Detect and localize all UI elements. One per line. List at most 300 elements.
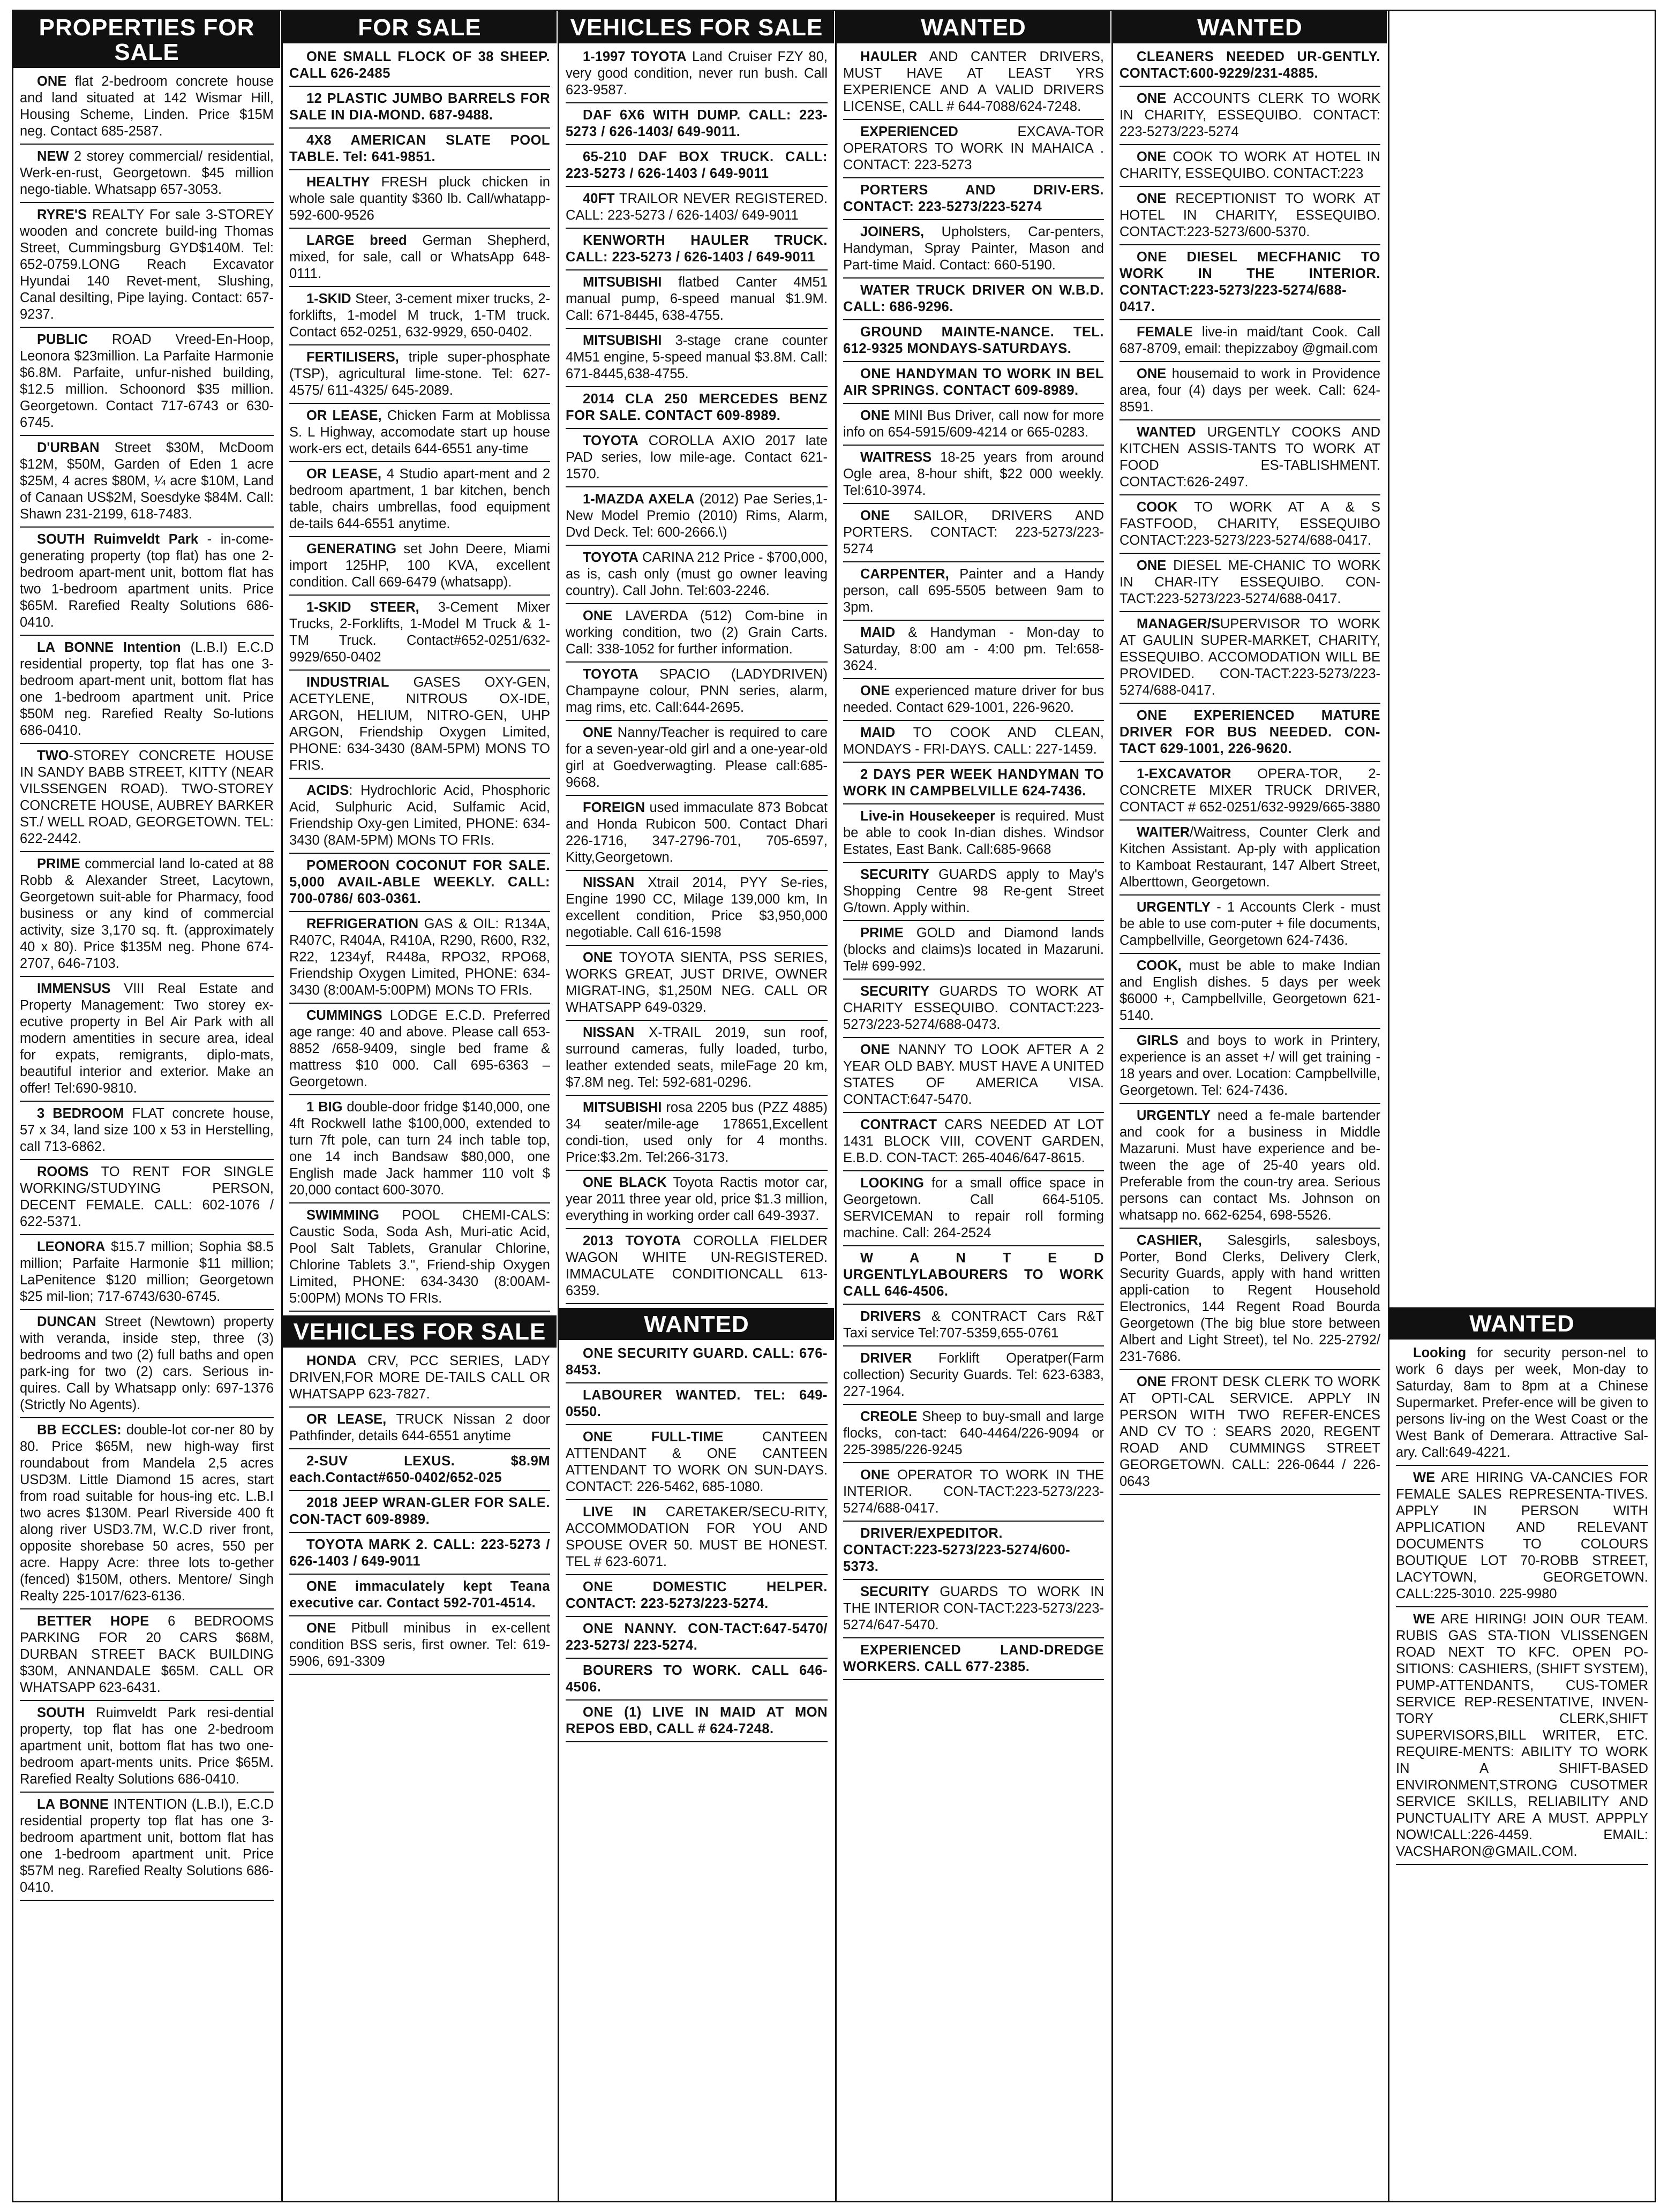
- ad-lead: 2014 CLA 250 MERCEDES BENZ FOR SALE. CONTACT 609-8989.: [566, 392, 828, 423]
- classified-ad: [1119, 1232, 1380, 1370]
- classified-ad: [20, 1613, 274, 1701]
- ad-lead: IMMENSUS: [37, 981, 111, 996]
- ad-lead: URGENTLY: [1137, 1108, 1211, 1123]
- ad-text: FRONT DESK CLERK TO WORK AT OPTI-CAL SERVICE. APPLY IN PERSON WITH TWO REFER-ENCES AND CV TO : SEARS 2020, REGENT ROAD AND CUMMINGS STREET GEORGETOWN. CALL: 226-0644 / 226-0643: [1119, 1374, 1380, 1489]
- ad-text: COOK TO WORK AT HOTEL IN CHARITY, ESSEQUIBO. CONTACT:223: [1119, 149, 1380, 181]
- ad-text: Nanny/Teacher is required to care for a seven-year-old girl and a one-year-old girl at Goedverwagting. Please call:685-9668.: [566, 725, 828, 790]
- classified-ad: [843, 508, 1104, 562]
- ad-lead: ONE HANDYMAN TO WORK IN BEL AIR SPRINGS. CONTACT 609-8989.: [843, 366, 1104, 398]
- classified-ad: [1119, 424, 1380, 495]
- classified-ad: [566, 232, 828, 270]
- ad-lead: POMEROON COCONUT FOR SALE. 5,000 AVAIL-ABLE WEEKLY. CALL: 700-0786/ 603-0361.: [289, 858, 550, 906]
- ad-text: LODGE E.C.D. Preferred age range: 40 and above. Please call 653-8852 /658-9409, single bed frame & mattress $10 000. Call 695-6363 – Georgetown.: [289, 1008, 550, 1089]
- ad-text: Pitbull minibus in ex-cellent condition BSS seris, first owner. Tel: 619-5906, 691-3309: [289, 1621, 550, 1669]
- classified-ad: [289, 783, 550, 854]
- ad-text: EXCAVA-TOR OPERATORS TO WORK IN MAHAICA . CONTACT: 223-5273: [843, 124, 1104, 172]
- ad-lead: WE: [1413, 1612, 1436, 1627]
- classified-ad: [566, 1429, 828, 1500]
- ad-lead: OR LEASE,: [306, 1412, 387, 1427]
- ad-lead: PUBLIC: [37, 332, 88, 347]
- ad-text: TO WORK AT A & S FASTFOOD, CHARITY, ESSEQUIBO CONTACT:223-5273/223-5274/688-0417.: [1119, 500, 1380, 548]
- classified-ad: [20, 1796, 274, 1901]
- ad-lead: ONE DIESEL MECFHANIC TO WORK IN THE INTERIOR. CONTACT:223-5273/223-5274/688-0417.: [1119, 250, 1380, 314]
- ad-lead: PORTERS AND DRIV-ERS. CONTACT: 223-5273/223-5274: [843, 183, 1104, 214]
- ad-text: X-TRAIL 2019, sun roof, surround cameras, fully loaded, turbo, leather extended seats, mileFage 20 km, $7.8M neg. Tel: 592-681-0296.: [566, 1025, 828, 1090]
- ad-lead: PRIME: [37, 856, 80, 871]
- classified-ad: [843, 766, 1104, 804]
- ad-lead: HAULER: [860, 49, 918, 64]
- classified-ad: [843, 725, 1104, 763]
- ad-text: FRESH pluck chicken in whole sale quantity $360 lb. Call/whatapp- 592-600-9526: [289, 175, 550, 223]
- ad-text: 4 Studio apart-ment and 2 bedroom apartment, 1 bar kitchen, bench table, chairs umbrellas, food equipment de-tails 644-6551 anytime.: [289, 467, 550, 531]
- classified-ad: [566, 725, 828, 796]
- classified-ad: [20, 207, 274, 328]
- classified-ad: [843, 408, 1104, 446]
- ad-lead: ONE EXPERIENCED MATURE DRIVER FOR BUS NEEDED. CON-TACT 629-1001, 226-9620.: [1119, 708, 1380, 756]
- ad-list: [559, 49, 834, 1304]
- ad-text: RECEPTIONIST TO WORK AT HOTEL IN CHARITY, ESSEQUIBO. CONTACT:223-5273/600-5370.: [1119, 191, 1380, 239]
- classified-ad: [843, 1117, 1104, 1171]
- ad-lead: 4X8 AMERICAN SLATE POOL TABLE. Tel: 641-9851.: [289, 133, 550, 164]
- classified-ad: [1396, 1345, 1648, 1466]
- classified-ad: [1119, 616, 1380, 704]
- ad-text: set John Deere, Miami import 125HP, 100 KVA, excellent condition. Call 669-6479 (whatsapp).: [289, 541, 550, 590]
- ad-text: Steer, 3-cement mixer trucks, 2-forklifts, 1-model M truck, 1-TM truck. Contact 652-0251, 632-9929, 650-0402.: [289, 291, 550, 340]
- ad-lead: TOYOTA MARK 2. CALL: 223-5273 / 626-1403 / 649-9011: [289, 1537, 550, 1569]
- ad-lead: SECURITY: [860, 867, 929, 882]
- ad-lead: DAF 6X6 WITH DUMP. CALL: 223-5273 / 626-1403/ 649-9011.: [566, 108, 828, 139]
- ad-text: 3-stage crane counter 4M51 engine, 5-speed manual $3.8M. Call: 671-8445,638-4755.: [566, 333, 828, 381]
- ad-lead: 1-MAZDA AXELA: [583, 492, 695, 507]
- ad-lead: 3 BEDROOM: [37, 1106, 124, 1121]
- ad-text: 3-Cement Mixer Trucks, 2-Forklifts, 1-Model M Truck & 1-TM Truck. Contact#652-0251/632-9929/650-0402: [289, 600, 550, 665]
- classified-ad: [1119, 499, 1380, 554]
- classified-ad: [843, 1409, 1104, 1463]
- ad-lead: ROOMS: [37, 1164, 89, 1179]
- ad-lead: WE: [1413, 1470, 1436, 1485]
- ad-text: TRUCK Nissan 2 door Pathfinder, details 644-6551 anytime: [289, 1412, 551, 1443]
- classified-ad: [289, 1537, 550, 1575]
- ad-lead: ONE: [1137, 149, 1167, 164]
- classified-ad: [566, 49, 828, 103]
- ad-text: 18-25 years from around Ogle area, 8-hour shift, $22 000 weekly. Tel:610-3974.: [843, 450, 1104, 498]
- classified-ad: [843, 224, 1104, 279]
- classified-ad: [566, 1100, 828, 1171]
- classified-ad: [20, 856, 274, 977]
- ad-text: CARETAKER/SECU-RITY, ACCOMMODATION FOR YOU AND SPOUSE OVER 50. MUST BE HONEST. TEL # 623-6071.: [566, 1504, 828, 1569]
- ad-text: 6 BEDROOMS PARKING FOR 20 CARS $68M, DURBAN STREET BACK BUILDING $30M, ANNANDALE $65M. CALL OR WHATSAPP 623-6431.: [20, 1614, 274, 1695]
- ad-lead: ONE SMALL FLOCK OF 38 SHEEP. CALL 626-2485: [289, 49, 550, 81]
- ad-text: commercial land lo-cated at 88 Robb & Alexander Street, Lacytown, Georgetown suit-able for Pharmacy, food business or any kind of commercial activity, size 3,170 sq. ft. (approximately 40 x 80). Price $135M neg. Phone 674-2707, 646-7103.: [20, 856, 274, 971]
- classified-ad: [20, 1239, 274, 1310]
- ad-lead: NISSAN: [583, 875, 635, 890]
- ad-text: COROLLA FIELDER WAGON WHITE UN-REGISTERED. IMMACULATE CONDITIONCALL 613-6359.: [566, 1233, 828, 1298]
- ad-lead: SECURITY: [860, 984, 929, 999]
- classified-ad: [566, 433, 828, 487]
- classified-ad: [20, 981, 274, 1102]
- ad-lead: ONE SECURITY GUARD. CALL: 676-8453.: [566, 1346, 828, 1378]
- classified-ad: [289, 349, 550, 404]
- ad-text: flatbed Canter 4M51 manual pump, 6-speed manual $1.9M. Call: 671-8445, 638-4755.: [566, 275, 828, 323]
- ad-lead: TOYOTA: [583, 667, 638, 682]
- classified-ad: [843, 1350, 1104, 1405]
- ad-lead: HEALTHY: [306, 175, 370, 190]
- ad-lead: SOUTH: [37, 1705, 85, 1720]
- classified-ad: [1119, 899, 1380, 954]
- ad-lead: 65-210 DAF BOX TRUCK. CALL: 223-5273 / 626-1403 / 649-9011: [566, 149, 828, 181]
- ad-lead: ONE: [1137, 91, 1167, 106]
- ad-text: Street (Newtown) property with veranda, inside step, three (3) bedrooms and two (2) full baths and open park-ing for two (2) cars. Serious in-quires. Call by Whatsapp only: 697-1376 (Strictly No Agents).: [20, 1314, 274, 1412]
- ad-lead: GROUND MAINTE-NANCE. TEL. 612-9325 MONDAYS-SATURDAYS.: [843, 325, 1104, 356]
- ad-lead: 2013 TOYOTA: [583, 1233, 681, 1248]
- ad-lead: DRIVERS: [860, 1309, 921, 1324]
- ad-lead: ONE: [860, 508, 890, 523]
- ad-lead: ONE NANNY. CON-TACT:647-5470/ 223-5273/ 223-5274.: [566, 1621, 828, 1653]
- ad-lead: PRIME: [860, 926, 904, 941]
- classified-ad: [843, 1525, 1104, 1580]
- classified-ad: [566, 1504, 828, 1575]
- ad-lead: ONE: [860, 1042, 890, 1057]
- classified-ad: [20, 1314, 274, 1418]
- ad-lead: W A N T E D URGENTLYLABOURERS TO WORK CALL 646-4506.: [843, 1251, 1104, 1299]
- ad-lead: ONE: [1137, 366, 1167, 381]
- ad-list: [1113, 49, 1387, 1495]
- classified-ad: [1119, 824, 1380, 896]
- ad-text: (2012) Pae Series,1- New Model Premio (2010) Rims, Alarm, Dvd Deck. Tel: 600-2666.\): [566, 492, 828, 540]
- classified-ad: [566, 274, 828, 329]
- ad-text: URGENTLY COOKS AND KITCHEN ASSIS-TANTS TO WORK AT FOOD ES-TABLISHMENT. CONTACT:626-2497.: [1119, 425, 1380, 490]
- classified-ad: [566, 950, 828, 1021]
- ad-text: housemaid to work in Providence area, four (4) days per week. Call: 624-8591.: [1119, 366, 1380, 415]
- classified-ad: [1119, 958, 1380, 1029]
- ad-lead: COOK,: [1137, 958, 1182, 973]
- classified-ad: [289, 674, 550, 779]
- ad-text: -STOREY CONCRETE HOUSE IN SANDY BABB STREET, KITTY (NEAR VILSSENGEN ROAD). TWO-STOREY CONCRETE HOUSE, AUBREY BARKER ST./ WELL ROAD, GEORGETOWN. TEL: 622-2442.: [20, 748, 274, 846]
- classified-ad: [843, 1308, 1104, 1346]
- ad-lead: ONE: [860, 683, 890, 698]
- classified-ad: [843, 1467, 1104, 1522]
- ad-lead: RYRE'S: [37, 207, 87, 222]
- ad-text: German Shepherd, mixed, for sale, call or WhatsApp 648-0111.: [289, 233, 550, 281]
- classified-ad: [1119, 249, 1380, 320]
- ad-text: OPERATOR TO WORK IN THE INTERIOR. CON-TACT:223-5273/223-5274/688-0417.: [843, 1468, 1104, 1516]
- column-for-sale: [283, 11, 557, 2201]
- ad-lead: INDUSTRIAL: [306, 675, 389, 690]
- column-wanted-2: [1113, 11, 1387, 2201]
- classified-ad: [289, 1620, 550, 1675]
- ad-text: $15.7 million; Sophia $8.5 million; Parfaite Harmonie $11 million; LaPenitence $120 million; Georgetown $25 mil-lion; 717-6743/630-6745.: [20, 1239, 274, 1304]
- classified-ad: [566, 1175, 828, 1229]
- ad-text: Chicken Farm at Moblissa S. L Highway, accomodate start up house work-ers ect, details 644-6551 any-time: [289, 408, 551, 456]
- ad-list: [1389, 1345, 1655, 1865]
- ad-lead: MANAGER/S: [1137, 616, 1220, 631]
- ad-lead: LA BONNE Intention: [37, 640, 181, 655]
- ad-text: Salesgirls, salesboys, Porter, Bond Clerks, Delivery Clerk, Security Guards, apply with hand written appli-cation to Regent Household Electronics, 144 Regent Road Bourda Georgetown (The big blue store between Albert and Light Street), tel No. 225-2792/ 231-7686.: [1119, 1233, 1380, 1364]
- ad-text: flat 2-bedroom concrete house and land situated at 142 Wismar Hill, Housing Scheme, Linden. Price $15M neg. Contact 685-2587.: [20, 74, 274, 139]
- classified-ad: [20, 748, 274, 852]
- classified-ad: [566, 1704, 828, 1742]
- classified-ad: [566, 1579, 828, 1617]
- ad-lead: ONE: [1137, 191, 1167, 206]
- classified-ad: [566, 107, 828, 145]
- ad-lead: SECURITY: [860, 1584, 929, 1599]
- classified-ad: [289, 174, 550, 229]
- classified-ad: [566, 1233, 828, 1304]
- classified-ad: [843, 449, 1104, 504]
- ad-lead: MAID: [860, 625, 896, 640]
- classified-ad: [566, 491, 828, 546]
- ad-lead: BOURERS TO WORK. CALL 646-4506.: [566, 1663, 828, 1695]
- ad-lead: CLEANERS NEEDED UR-GENTLY. CONTACT:600-9229/231-4885.: [1119, 49, 1380, 81]
- ad-lead: ONE: [583, 950, 613, 965]
- ad-lead: ONE immaculately kept Teana executive car. Contact 592-701-4514.: [289, 1579, 550, 1611]
- ad-lead: ONE: [1137, 1374, 1167, 1389]
- column-properties: [13, 11, 280, 2201]
- ad-lead: NISSAN: [583, 1025, 635, 1040]
- classified-ad: [289, 1453, 550, 1491]
- ad-text: CARS NEEDED AT LOT 1431 BLOCK VIII, COVENT GARDEN, E.B.D. CON-TACT: 265-4046/647-8615.: [843, 1117, 1104, 1165]
- classified-ad: [1119, 324, 1380, 362]
- classified-ad: [289, 541, 550, 596]
- ad-text: Land Cruiser FZY 80, very good condition, never run bush. Call 623-9587.: [566, 49, 828, 97]
- ad-text: GUARDS TO WORK IN THE INTERIOR CON-TACT:223-5273/223-5274/647-5470.: [843, 1584, 1104, 1632]
- ad-text: experienced mature driver for bus needed. Contact 629-1001, 226-9620.: [843, 683, 1104, 715]
- classified-ad: [289, 291, 550, 345]
- ad-text: 2 storey commercial/ residential, Werk-en-rust, Georgetown. $45 million nego-tiable. Whatsapp 657-3053.: [20, 149, 274, 197]
- ad-text: COROLLA AXIO 2017 late PAD series, low mile-age. Contact 621-1570.: [566, 433, 828, 481]
- classified-ad: [20, 1422, 274, 1609]
- classified-ad: [20, 639, 274, 744]
- ad-lead: CONTRACT: [860, 1117, 937, 1132]
- ad-text: UPERVISOR TO WORK AT GAULIN SUPER-MARKET, CHARITY, ESSEQUIBO. ACCOMODATION WILL BE PROVIDED. CON-TACT:223-5273/223-5274/688-0417.: [1119, 616, 1380, 698]
- ad-lead: LA BONNE: [37, 1797, 109, 1812]
- ad-lead: LIVE IN: [583, 1504, 647, 1519]
- classified-ad: [566, 391, 828, 429]
- classified-ad: [843, 324, 1104, 362]
- ad-text: Toyota Ractis motor car, year 2011 three year old, price $1.3 million, everything in working order call 649-3937.: [566, 1175, 828, 1223]
- ad-lead: WATER TRUCK DRIVER ON W.B.D. CALL: 686-9296.: [843, 283, 1104, 314]
- ad-text: and boys to work in Printery, experience is an asset +/ will get training - 18 years and over. Location: Campbellville, Georgetown. Tel: 624-7436.: [1119, 1033, 1380, 1098]
- ad-lead: CASHIER,: [1137, 1233, 1202, 1248]
- ad-lead: CARPENTER,: [860, 567, 949, 582]
- ad-lead: FERTILISERS,: [306, 350, 399, 365]
- ad-lead: ONE: [306, 1621, 336, 1636]
- ad-lead: 1 BIG: [306, 1100, 343, 1115]
- ad-lead: 2 DAYS PER WEEK HANDYMAN TO WORK IN CAMPBELVILLE 624-7436.: [843, 767, 1104, 799]
- classified-ad: [1119, 191, 1380, 245]
- ad-lead: EXPERIENCED: [860, 124, 958, 139]
- classified-ad: [566, 1025, 828, 1096]
- section-header: WANTED: [1389, 1307, 1655, 1340]
- ad-lead: LOOKING: [860, 1176, 924, 1191]
- ad-list: [559, 1345, 834, 1742]
- classified-ad: [843, 566, 1104, 621]
- ad-text: LAVERDA (512) Com-bine in working condition, two (2) Grain Carts. Call: 338-1052 for further information.: [566, 608, 828, 657]
- classified-ad: [566, 333, 828, 387]
- ad-lead: CUMMINGS: [306, 1008, 382, 1023]
- classified-ad: [289, 857, 550, 912]
- ad-lead: OR LEASE,: [306, 408, 382, 423]
- ad-lead: ONE: [860, 1468, 890, 1483]
- ad-lead: FEMALE: [1137, 325, 1193, 340]
- ad-list: [283, 1353, 557, 1675]
- ad-text: VIII Real Estate and Property Management: Two storey ex-ecutive property in Bel Air Park with all modern amentities in secure area, ideal for expats, remigrants, diplo-mats, beautiful interior and exterior. Make an offer! Tel:690-9810.: [20, 981, 274, 1096]
- classified-ad: [1119, 91, 1380, 145]
- classified-ad: [843, 808, 1104, 863]
- ad-lead: WAITRESS: [860, 450, 932, 465]
- classified-ad: [289, 599, 550, 671]
- ad-lead: ONE BLACK: [583, 1175, 667, 1190]
- classified-ad: [843, 366, 1104, 404]
- classified-ad: [1119, 558, 1380, 612]
- ad-text: for security person-nel to work 6 days per week, Mon-day to Saturday, 8am to 8pm at a Chinese Supermarket. Prefer-ence will be given to persons liv-ing on the West Coast or the West Bank of Demerara. Attractive Sal-ary. Call:649-4221.: [1396, 1345, 1648, 1460]
- ad-text: OPERA-TOR, 2- CONCRETE MIXER TRUCK DRIVER, CONTACT # 652-0251/632-9929/665-3880: [1119, 766, 1380, 815]
- classified-ad: [566, 666, 828, 721]
- classified-ad: [20, 1164, 274, 1235]
- ad-text: is required. Must be able to cook In-dian dishes. Windsor Estates, East Bank. Call:685-9668: [843, 809, 1104, 857]
- ad-text: TO COOK AND CLEAN, MONDAYS - FRI-DAYS. CALL: 227-1459.: [843, 725, 1104, 757]
- ad-text: - 1 Accounts Clerk - must be able to use com-puter + file documents, Campbellville, Georgetown 624-7436.: [1119, 900, 1380, 948]
- ad-text: GASES OXY-GEN, ACETYLENE, NITROUS OX-IDE, ARGON, HELIUM, NITRO-GEN, UHP ARGON, Friendship Oxygen Limited, PHONE: 634-3430 (8AM-5PM) MONS TO FRIS.: [289, 675, 550, 773]
- ad-text: for a small office space in Georgetown. Call 664-5105. SERVICEMAN to repair roll forming machine. Call: 264-2524: [843, 1176, 1104, 1240]
- ad-list: [837, 49, 1110, 1680]
- section-header: WANTED: [1113, 11, 1387, 43]
- ad-lead: 12 PLASTIC JUMBO BARRELS FOR SALE IN DIA-MOND. 687-9488.: [289, 91, 550, 123]
- ad-lead: 1-SKID: [306, 291, 351, 306]
- ad-lead: DRIVER: [860, 1351, 912, 1366]
- ad-text: used immaculate 873 Bobcat and Honda Rubicon 500. Contact Dhari 226-1716, 347-2796-701, 705-6597, Kitty,Georgetown.: [566, 800, 828, 865]
- classified-ad: [289, 466, 550, 537]
- classified-ad: [1119, 366, 1380, 420]
- ad-lead: MAID: [860, 725, 896, 740]
- ad-text: TRAILOR NEVER REGISTERED. CALL: 223-5273 / 626-1403/ 649-9011: [566, 191, 828, 223]
- classified-ad: [566, 1662, 828, 1701]
- ad-lead: LEONORA: [37, 1239, 106, 1254]
- ad-lead: TOYOTA: [583, 550, 638, 565]
- classified-ad: [20, 531, 274, 636]
- classified-ad: [843, 49, 1104, 120]
- classified-ad: [20, 148, 274, 203]
- classified-ad: [289, 1099, 550, 1203]
- ad-lead: NEW: [37, 149, 69, 164]
- ad-text: AND CANTER DRIVERS, MUST HAVE AT LEAST YRS EXPERIENCE AND A VALID DRIVERS LICENSE, CALL # 644-7088/624-7248.: [843, 49, 1104, 114]
- ad-text: - in-come-generating property (top flat) has one 2-bedroom apart-ment unit, bottom flat has two 1-bedroom apartment units. Price $65M. Rarefied Realty Solutions 686-0410.: [20, 532, 274, 630]
- ad-lead: MITSUBISHI: [583, 333, 662, 348]
- ad-lead: REFRIGERATION: [306, 916, 419, 931]
- classified-ad: [289, 132, 550, 170]
- ad-lead: ONE: [1137, 558, 1167, 573]
- column-wanted-3: [1389, 1307, 1655, 2201]
- ad-text: (L.B.I) E.C.D residential property, top flat has one 3-bedroom apart-ment unit, bottom flat has one 1-bedroom apartment unit. Price $50M neg. Rarefied Realty So-lutions 686-0410.: [20, 640, 274, 738]
- ad-text: GUARDS TO WORK AT CHARITY ESSEQUIBO. CONTACT:223-5273/223-5274/688-0473.: [843, 984, 1104, 1032]
- ad-text: ARE HIRING VA-CANCIES FOR FEMALE SALES REPRESENTA-TIVES. APPLY IN PERSON WITH APPLICATION AND RELEVANT DOCUMENTS TO COLOURS BOUTIQUE LOT 70-ROBB STREET, LACYTOWN, GEORGETOWN. CALL:225-3010. 225-9980: [1396, 1470, 1648, 1601]
- ad-lead: BB ECCLES:: [37, 1423, 122, 1438]
- classified-ad: [289, 91, 550, 129]
- ad-lead: ONE: [37, 74, 67, 89]
- ad-lead: ONE: [583, 725, 613, 740]
- ad-text: & CONTRACT Cars R&T Taxi service Tel:707-5359,655-0761: [843, 1309, 1104, 1341]
- ad-lead: 1-SKID STEER,: [306, 600, 419, 615]
- classified-ad: [566, 800, 828, 871]
- ad-lead: WANTED: [1137, 425, 1196, 440]
- classified-ad: [1119, 708, 1380, 762]
- ad-text: ROAD Vreed-En-Hoop, Leonora $23million. La Parfaite Harmonie $6.8M. Parfaite, unfur-nished building, $12.5 million. Schoonord $35 million. Georgetown. Contact 717-6743 or 630-6745.: [20, 332, 274, 430]
- classified-ad: [289, 408, 550, 462]
- ad-text: Xtrail 2014, PYY Se-ries, Engine 1990 CC, Milage 139,000 km, In excellent condition, Price $3,950,000 negotiable. Call 616-1598: [566, 875, 828, 940]
- classified-ad: [843, 867, 1104, 921]
- section-header: WANTED: [559, 1308, 834, 1340]
- classified-ad: [843, 282, 1104, 320]
- ad-lead: TWO: [37, 748, 69, 763]
- section-header: VEHICLES FOR SALE: [283, 1315, 557, 1348]
- classified-ad: [20, 1105, 274, 1160]
- classified-ad: [843, 1250, 1104, 1305]
- ad-text: GOLD and Diamond lands (blocks and claims)s located in Mazaruni. Tel# 699-992.: [843, 926, 1104, 974]
- ad-text: POOL CHEMI-CALS: Caustic Soda, Soda Ash, Muri-atic Acid, Pool Salt Tablets, Granular Chlorine, Chlorine Tablets 3.", Friend-ship Oxygen Limited, PHONE: 634-3430 (8:00AM-5:00PM) MONs TO FRIs.: [289, 1208, 550, 1306]
- classified-ad: [20, 332, 274, 436]
- ad-text: Painter and a Handy person, call 695-5505 between 9am to 3pm.: [843, 567, 1104, 615]
- ad-lead: GENERATING: [306, 541, 397, 556]
- classified-ad: [566, 608, 828, 663]
- classified-ad: [1119, 766, 1380, 821]
- ad-text: FLAT concrete house, 57 x 34, land size 100 x 53 in Herstelling, call 713-6862.: [20, 1106, 274, 1154]
- ad-lead: ONE: [860, 408, 890, 423]
- ad-text: triple super-phosphate (TSP), agricultural lime-stone. Tel: 627-4575/ 611-4325/ 645-2089.: [289, 350, 550, 398]
- ad-text: Forklift Operatper(Farm collection) Security Guards. Tel: 623-6383, 227-1964.: [843, 1351, 1104, 1399]
- ad-text: GUARDS apply to May's Shopping Centre 98 Re-gent Street G/town. Apply within.: [843, 867, 1104, 915]
- classified-ad: [843, 182, 1104, 220]
- ad-lead: SWIMMING: [306, 1208, 379, 1223]
- section-header: WANTED: [837, 11, 1110, 43]
- ad-text: TO RENT FOR SINGLE WORKING/STUDYING PERSON, DECENT FEMALE. CALL: 602-1076 / 622-5371.: [20, 1164, 274, 1229]
- section-header: PROPERTIES FOR SALE: [13, 11, 280, 68]
- ad-lead: FOREIGN: [583, 800, 645, 815]
- classified-ad: [289, 1578, 550, 1616]
- classified-ad: [289, 49, 550, 87]
- ad-lead: EXPERIENCED LAND-DREDGE WORKERS. CALL 677-2385.: [843, 1643, 1104, 1674]
- ad-text: & Handyman - Mon-day to Saturday, 8:00 am - 4:00 pm. Tel:658-3624.: [843, 625, 1104, 673]
- classified-ad: [566, 550, 828, 604]
- ad-lead: MITSUBISHI: [583, 275, 662, 290]
- classified-ad: [20, 440, 274, 528]
- ad-lead: ONE DOMESTIC HELPER. CONTACT: 223-5273/223-5274.: [566, 1579, 828, 1611]
- classified-ad: [1119, 1033, 1380, 1104]
- ad-lead: CREOLE: [860, 1409, 918, 1424]
- ad-text: CARINA 212 Price - $700,000, as is, cash only (must go owner leaving country). Call John. Tel:603-2246.: [566, 550, 828, 598]
- ad-text: Sheep to buy-small and large flocks, con-tact: 640-4464/226-9094 or 225-3985/226-9245: [843, 1409, 1104, 1457]
- ad-lead: ONE FULL-TIME: [583, 1429, 724, 1444]
- ad-lead: URGENTLY: [1137, 900, 1211, 915]
- ad-lead: DRIVER/EXPEDITOR. CONTACT:223-5273/223-5274/600-5373.: [843, 1526, 1071, 1574]
- column-vehicles: [559, 11, 834, 2201]
- ad-text: : Hydrochloric Acid, Phosphoric Acid, Sulphuric Acid, Sulfamic Acid, Friendship Oxy-gen Limited, PHONE: 634-3430 (8AM-5PM) MONs TO FRIs.: [289, 783, 550, 848]
- classified-ad: [1119, 1374, 1380, 1495]
- classified-ad: [566, 191, 828, 229]
- ad-lead: WAITER: [1137, 825, 1190, 840]
- classified-ad: [289, 1495, 550, 1533]
- classified-ad: [566, 1621, 828, 1659]
- classified-ad: [843, 625, 1104, 679]
- classified-ad: [289, 1007, 550, 1095]
- ad-text: GAS & OIL: R134A, R407C, R404A, R410A, R290, R600, R32, R22, 1234yf, R448a, RPO32, RPO68, Friendship Oxygen Limited, PHONE: 634-3430 (8:00AM-5:00PM) MONs TO FRIs.: [289, 916, 550, 998]
- ad-lead: 40FT: [583, 191, 615, 206]
- ad-lead: HONDA: [306, 1353, 357, 1368]
- ad-lead: TOYOTA: [583, 433, 638, 448]
- ad-lead: ONE: [583, 608, 613, 623]
- ad-text: rosa 2205 bus (PZZ 4885) 34 seater/mile-age 178651,Excellent condi-tion, used only for 4 months. Price:$3.2m. Tel:266-3173.: [566, 1100, 828, 1165]
- ad-lead: JOINERS,: [860, 224, 925, 239]
- classified-ad: [289, 1207, 550, 1312]
